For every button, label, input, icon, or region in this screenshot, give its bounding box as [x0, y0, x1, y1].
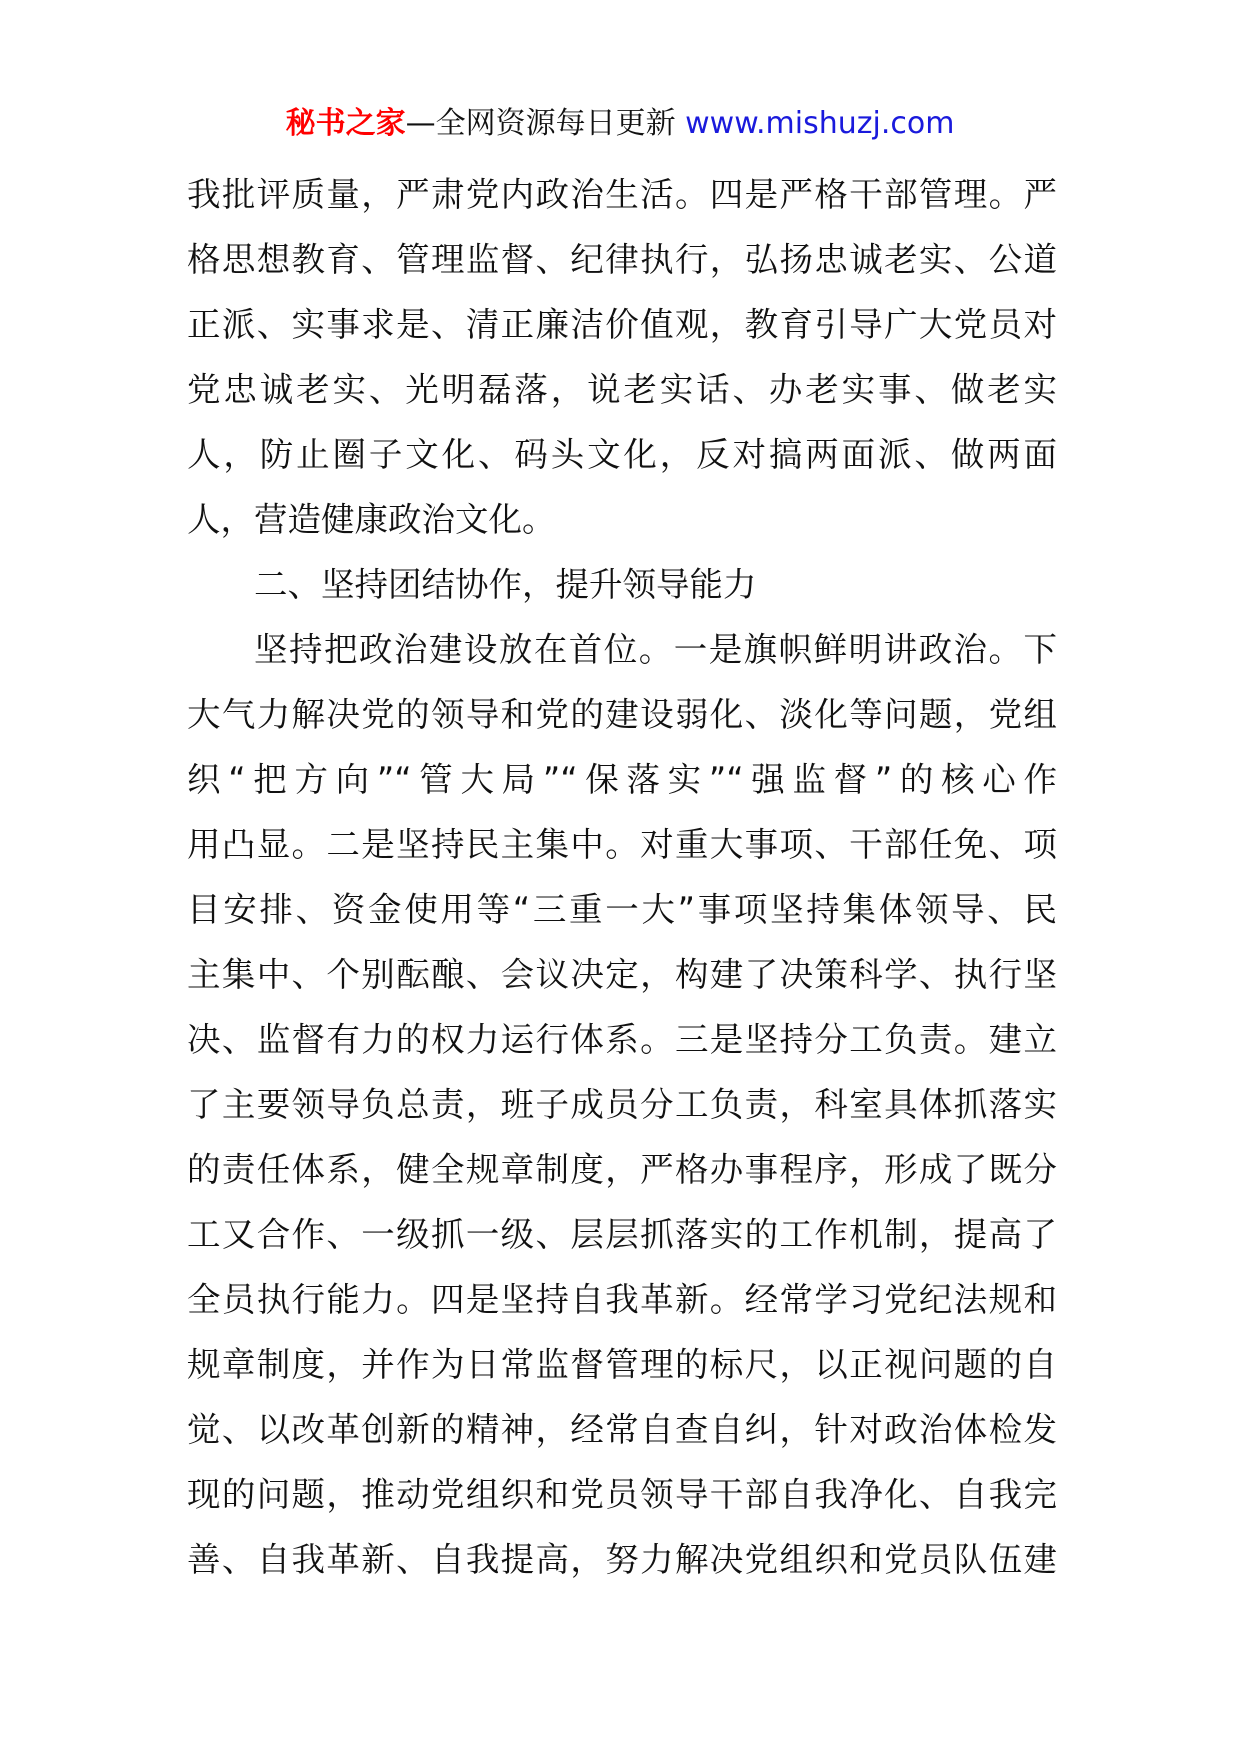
paragraph-line: 觉、以改革创新的精神，经常自查自纠，针对政治体检发: [187, 1410, 1057, 1449]
paragraph-line: 主集中、个别酝酿、会议决定，构建了决策科学、执行坚: [187, 955, 1057, 994]
site-url-link[interactable]: www.mishuzj.com: [685, 106, 955, 141]
paragraph-line: 工又合作、一级抓一级、层层抓落实的工作机制，提高了: [187, 1215, 1057, 1254]
paragraph-line: 格思想教育、管理监督、纪律执行，弘扬忠诚老实、公道: [187, 240, 1057, 279]
paragraph-line: 大气力解决党的领导和党的建设弱化、淡化等问题，党组: [187, 695, 1057, 734]
paragraph-line: 人，防止圈子文化、码头文化，反对搞两面派、做两面: [187, 435, 1057, 474]
paragraph-line: 用凸显。二是坚持民主集中。对重大事项、干部任免、项: [187, 825, 1057, 864]
paragraph-line: 决、监督有力的权力运行体系。三是坚持分工负责。建立: [187, 1020, 1057, 1059]
paragraph-line: 善、自我革新、自我提高，努力解决党组织和党员队伍建: [187, 1540, 1057, 1579]
paragraph-line: 正派、实事求是、清正廉洁价值观，教育引导广大党员对: [187, 305, 1057, 344]
paragraph-line: 了主要领导负总责，班子成员分工负责，科室具体抓落实: [187, 1085, 1057, 1124]
paragraph-line: 我批评质量，严肃党内政治生活。四是严格干部管理。严: [187, 175, 1057, 214]
site-tagline: —全网资源每日更新: [405, 106, 676, 141]
paragraph-line: 坚持把政治建设放在首位。一是旗帜鲜明讲政治。下: [254, 630, 1057, 669]
site-brand: 秘书之家: [285, 106, 406, 141]
document-body: [187, 162, 1057, 1592]
paragraph-line: 人，营造健康政治文化。: [187, 500, 556, 539]
site-header: [0, 104, 1240, 144]
paragraph-line: 全员执行能力。四是坚持自我革新。经常学习党纪法规和: [187, 1280, 1057, 1319]
paragraph-line: 织“把方向”“管大局”“保落实”“强监督”的核心作: [187, 760, 1057, 799]
paragraph-line: 规章制度，并作为日常监督管理的标尺，以正视问题的自: [187, 1345, 1057, 1384]
paragraph-line: 现的问题，推动党组织和党员领导干部自我净化、自我完: [187, 1475, 1057, 1514]
paragraph-line: 目安排、资金使用等“三重一大”事项坚持集体领导、民: [187, 890, 1057, 929]
paragraph-line: 的责任体系，健全规章制度，严格办事程序，形成了既分: [187, 1150, 1057, 1189]
section-heading: 二、坚持团结协作，提升领导能力: [254, 565, 757, 604]
paragraph-line: 党忠诚老实、光明磊落，说老实话、办老实事、做老实: [187, 370, 1057, 409]
